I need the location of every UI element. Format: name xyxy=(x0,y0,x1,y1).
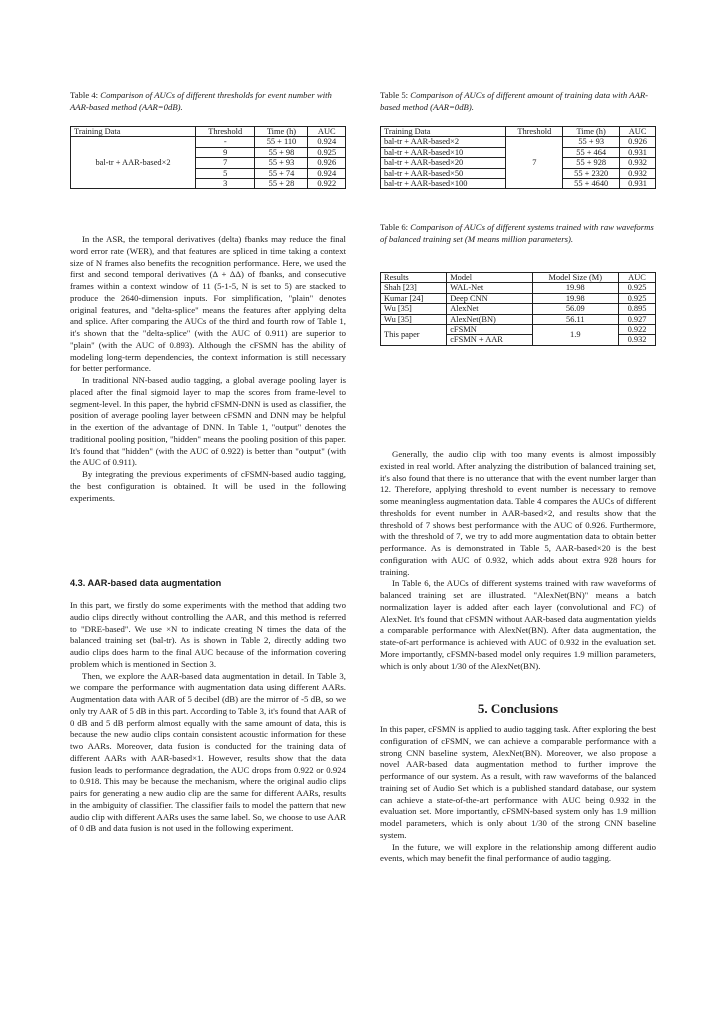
table5-cell-time: 55 + 93 xyxy=(563,137,620,147)
table4-cell-threshold: 9 xyxy=(196,147,255,157)
table4-cell-threshold: 5 xyxy=(196,168,255,178)
table6-cell-result: Wu [35] xyxy=(381,304,447,314)
table5-cell-auc: 0.926 xyxy=(620,137,656,147)
table6-header-row xyxy=(381,273,656,283)
table6-header-model: Model xyxy=(447,273,532,283)
table5-cell-data: bal-tr + AAR-based×10 xyxy=(381,147,506,157)
table4-header-auc: AUC xyxy=(308,127,346,137)
table4-cell-threshold: 3 xyxy=(196,179,255,189)
table4-cell-time: 55 + 98 xyxy=(255,147,308,157)
table5-cell-data: bal-tr + AAR-based×2 xyxy=(381,137,506,147)
table-row xyxy=(381,325,656,335)
left-paragraph-4: In this part, we firstly do some experiments with the method that adding two audio clips directly without controlling the AAR, and this method is referred to "DRE-based". We use ×N to indicate creating N times the data of the balanced training set (bal-tr). As is shown in Table 2, directly adding two audio clips does harm to the final AUC because of the information covering problem which is mentioned in Section 3. xyxy=(70,600,346,669)
table4-cell-time: 55 + 93 xyxy=(255,158,308,168)
table6 xyxy=(380,272,656,346)
table6-header-size: Model Size (M) xyxy=(532,273,619,283)
left-paragraph-3: By integrating the previous experiments of cFSMN-based audio tagging, the best configuration is obtained. It will be used in the following experiments. xyxy=(70,469,346,503)
right-paragraph-4: In the future, we will explore in the relationship among different audio events, which may benefit the final performance of audio tagging. xyxy=(380,841,656,864)
table4-cell-time: 55 + 74 xyxy=(255,168,308,178)
right-paragraph-1: Generally, the audio clip with too many events is almost impossibly existed in real world. After analyzing the distribution of balanced training set, it's also found that there is no utterance that with the event number larger than 12. Therefore, applying threshold to event number is necessary to remove some meaningless augmentation data. Table 4 compares the AUCs of different thresholds for event number in AAR-based×2, and results show that the threshold of 7 shows best performance with the AUC of 0.926. Furthermore, with the threshold of 7, we try to add more augmentation data to obtain better performance. As is demonstrated in Table 5, AAR-based×20 is the best configuration with AUC of 0.932, which adds about extra 928 hours for training. xyxy=(380,449,656,577)
table6-this-paper-size: 1.9 xyxy=(532,325,619,346)
right-paragraph-3: In this paper, cFSMN is applied to audio tagging task. After exploring the best configuration of cFSMN, we can achieve a comparable performance with a strong CNN baseline system, AlexNet(BN). Moreover, we also propose a novel AAR-based data augmentation method to further improve the performance of our system. As a result, with raw waveforms of the balanced training set of Audio Set which is a published standard database, our system can achieve a state-of-the-art performance with AUC being 0.932 in the evaluation set. More importantly, cFSMN-based system only has 1.9 million model parameters, which is only about 1/30 of the strong CNN baseline system. xyxy=(380,724,656,840)
table6-cell-model: cFSMN + AAR xyxy=(447,335,532,345)
table4-caption-text: Comparison of AUCs of different thresholds for event number with AAR-based method (AAR=0dB). xyxy=(70,90,332,112)
right-body-bottom xyxy=(380,724,656,865)
right-body-top xyxy=(380,449,656,672)
right-paragraph-2: In Table 6, the AUCs of different systems trained with raw waveforms of balanced training set are illustrated. "AlexNet(BN)" means a batch normalization layer is added after each layer (convolutional and FC) of AlexNet. It's found that cFSMN without AAR-based data augmentation yields a comparable performance with AlexNet(BN). After data augmentation, the state-of-art performance is achieved with AUC of 0.932 in the evaluation set. More importantly, cFSMN-based model only requires 1.9 million parameters, which is only about 1/30 of the AlexNet(BN). xyxy=(380,578,656,671)
table5-cell-auc-best: 0.932 xyxy=(620,158,656,168)
table6-cell-auc: 0.925 xyxy=(619,283,656,293)
table4-cell-auc: 0.924 xyxy=(308,137,346,147)
table6-cell-result: Kumar [24] xyxy=(381,293,447,303)
table5-cell-time: 55 + 2320 xyxy=(563,168,620,178)
table4-cell-threshold: 7 xyxy=(196,158,255,168)
table5-cell-time: 55 + 928 xyxy=(563,158,620,168)
table4-cell-time: 55 + 28 xyxy=(255,179,308,189)
table4-header-time: Time (h) xyxy=(255,127,308,137)
table6-cell-model: AlexNet(BN) xyxy=(447,314,532,324)
table6-grid xyxy=(380,272,656,346)
left-paragraph-1: In the ASR, the temporal derivatives (delta) fbanks may reduce the final word error rate (WER), and that features are spliced in time taking a context size of N frames also benefits the recognition performance. Here, we used the first and second temporal derivatives (Δ + ΔΔ) of fbanks, and consecutive frames within a context window of 11 (5-1-5, N is set to 5) are stacked to produce the 2640-dimension inputs. For simplification, "plain" denotes original features, and "delta-splice" means the features after applying delta and splice. After comparing the AUCs of the third and fourth row of Table 1, it's shown that the "delta-splice" (with the AUC of 0.911) are superior to "plain" (with the AUC of 0.893). Although the cFSMN has the ability of modeling long-term dependencies, the context information is still necessary for better performance. xyxy=(70,234,346,374)
table5-cell-data: bal-tr + AAR-based×20 xyxy=(381,158,506,168)
table5-header-auc: AUC xyxy=(620,127,656,137)
section-heading-4-3: 4.3. AAR-based data augmentation xyxy=(70,578,222,588)
table6-cell-size: 56.09 xyxy=(532,304,619,314)
table-row xyxy=(71,137,346,147)
table6-cell-result: Shah [23] xyxy=(381,283,447,293)
table4-cell-threshold: - xyxy=(196,137,255,147)
table5-cell-time: 55 + 4640 xyxy=(563,179,620,189)
table4-cell-time: 55 + 110 xyxy=(255,137,308,147)
table-row xyxy=(381,283,656,293)
left-paragraph-5: Then, we explore the AAR-based data augmentation in detail. In Table 3, we compare the performance with augmentation data using different AARs. Augmentation data with AAR of 5 decibel (dB) are the mirror of -5 dB, so we only try AAR of 5 dB in this part. According to Table 3, it's found that AAR of 0 dB and 5 dB perform almost equally with the same amount of data, this is because the new audio clips contain consistent acoustic information for these two AARs. Moreover, data fusion is conducted for the training data of different AARs with AAR-based×1. However, results show that the data fusion leads to performance degradation, the AUC drops from 0.922 or 0.924 to 0.918. This may be because the mechanism, where the original audio clips pairs for generating a new audio clip are the same for different AARs, results in the ambiguity of classifier. The classifier fails to model the pattern that new audio clip with different AARs uses the same label. So, we choose to use AAR of 0 dB and data fusion is not used in the following experiment. xyxy=(70,670,346,834)
table5-header-threshold: Threshold xyxy=(506,127,563,137)
table4-cell-auc-best: 0.926 xyxy=(308,158,346,168)
table4-cell-auc: 0.925 xyxy=(308,147,346,157)
table4-caption-label: Table 4: xyxy=(70,90,99,100)
table-row xyxy=(381,304,656,314)
table4-header-training-data: Training Data xyxy=(71,127,196,137)
table6-cell-size: 19.98 xyxy=(532,293,619,303)
table6-cell-model: WAL-Net xyxy=(447,283,532,293)
table6-cell-size: 56.11 xyxy=(532,314,619,324)
table5-caption-text: Comparison of AUCs of different amount of training data with AAR-based method (AAR=0dB). xyxy=(380,90,649,112)
table5-cell-auc: 0.932 xyxy=(620,168,656,178)
left-body-bottom xyxy=(70,600,346,835)
table5-grid xyxy=(380,126,656,189)
table6-cell-auc-best: 0.932 xyxy=(619,335,656,345)
table5-cell-data: bal-tr + AAR-based×100 xyxy=(381,179,506,189)
table-row xyxy=(381,137,656,147)
table6-caption-label: Table 6: xyxy=(380,222,409,232)
table6-cell-auc: 0.925 xyxy=(619,293,656,303)
table6-cell-size: 19.98 xyxy=(532,283,619,293)
table6-cell-result: Wu [35] xyxy=(381,314,447,324)
table6-header-auc: AUC xyxy=(619,273,656,283)
table5-caption-label: Table 5: xyxy=(380,90,409,100)
table4-training-data-cell: bal-tr + AAR-based×2 xyxy=(71,137,196,189)
table4 xyxy=(70,126,346,189)
table4-header-row xyxy=(71,127,346,137)
table5-cell-auc: 0.931 xyxy=(620,179,656,189)
table6-caption-text: Comparison of AUCs of different systems trained with raw waveforms of balanced training set (M means million parameters). xyxy=(380,222,654,244)
table6-caption xyxy=(380,222,656,245)
table6-cell-model: AlexNet xyxy=(447,304,532,314)
table4-cell-auc: 0.922 xyxy=(308,179,346,189)
table4-header-threshold: Threshold xyxy=(196,127,255,137)
table6-cell-auc: 0.922 xyxy=(619,325,656,335)
table6-cell-auc: 0.927 xyxy=(619,314,656,324)
table6-this-paper-cell: This paper xyxy=(381,325,447,346)
table4-grid xyxy=(70,126,346,189)
table4-cell-auc: 0.924 xyxy=(308,168,346,178)
table5-header-training-data: Training Data xyxy=(381,127,506,137)
table-row xyxy=(381,314,656,324)
table6-header-results: Results xyxy=(381,273,447,283)
table5-header-time: Time (h) xyxy=(563,127,620,137)
table6-cell-auc: 0.895 xyxy=(619,304,656,314)
table5-caption xyxy=(380,90,656,113)
table5 xyxy=(380,126,656,189)
section-heading-conclusions: 5. Conclusions xyxy=(477,701,559,716)
table6-cell-model: Deep CNN xyxy=(447,293,532,303)
table-row xyxy=(381,293,656,303)
table5-cell-auc: 0.931 xyxy=(620,147,656,157)
table5-threshold-cell: 7 xyxy=(506,137,563,189)
left-paragraph-2: In traditional NN-based audio tagging, a global average pooling layer is placed after the final sigmoid layer to map the scores from frame-level to segment-level. In this paper, the hybrid cFSMN-DNN is used as classifier, the position of average pooling layer between cFSMN and DNN may be helpful in the exertion of the advantage of DNN. In Table 1, "output" denotes the traditional pooling position, "hidden" means the pooling position of this paper. It's found that "hidden" (with the AUC of 0.922) is better than "output" (with the AUC of 0.911). xyxy=(70,375,346,468)
right-section-heading xyxy=(380,701,656,717)
table6-cell-model: cFSMN xyxy=(447,325,532,335)
table5-cell-data: bal-tr + AAR-based×50 xyxy=(381,168,506,178)
table4-caption xyxy=(70,90,346,113)
left-body-top xyxy=(70,234,346,504)
table5-cell-time: 55 + 464 xyxy=(563,147,620,157)
table5-header-row xyxy=(381,127,656,137)
left-section-heading xyxy=(70,578,346,588)
